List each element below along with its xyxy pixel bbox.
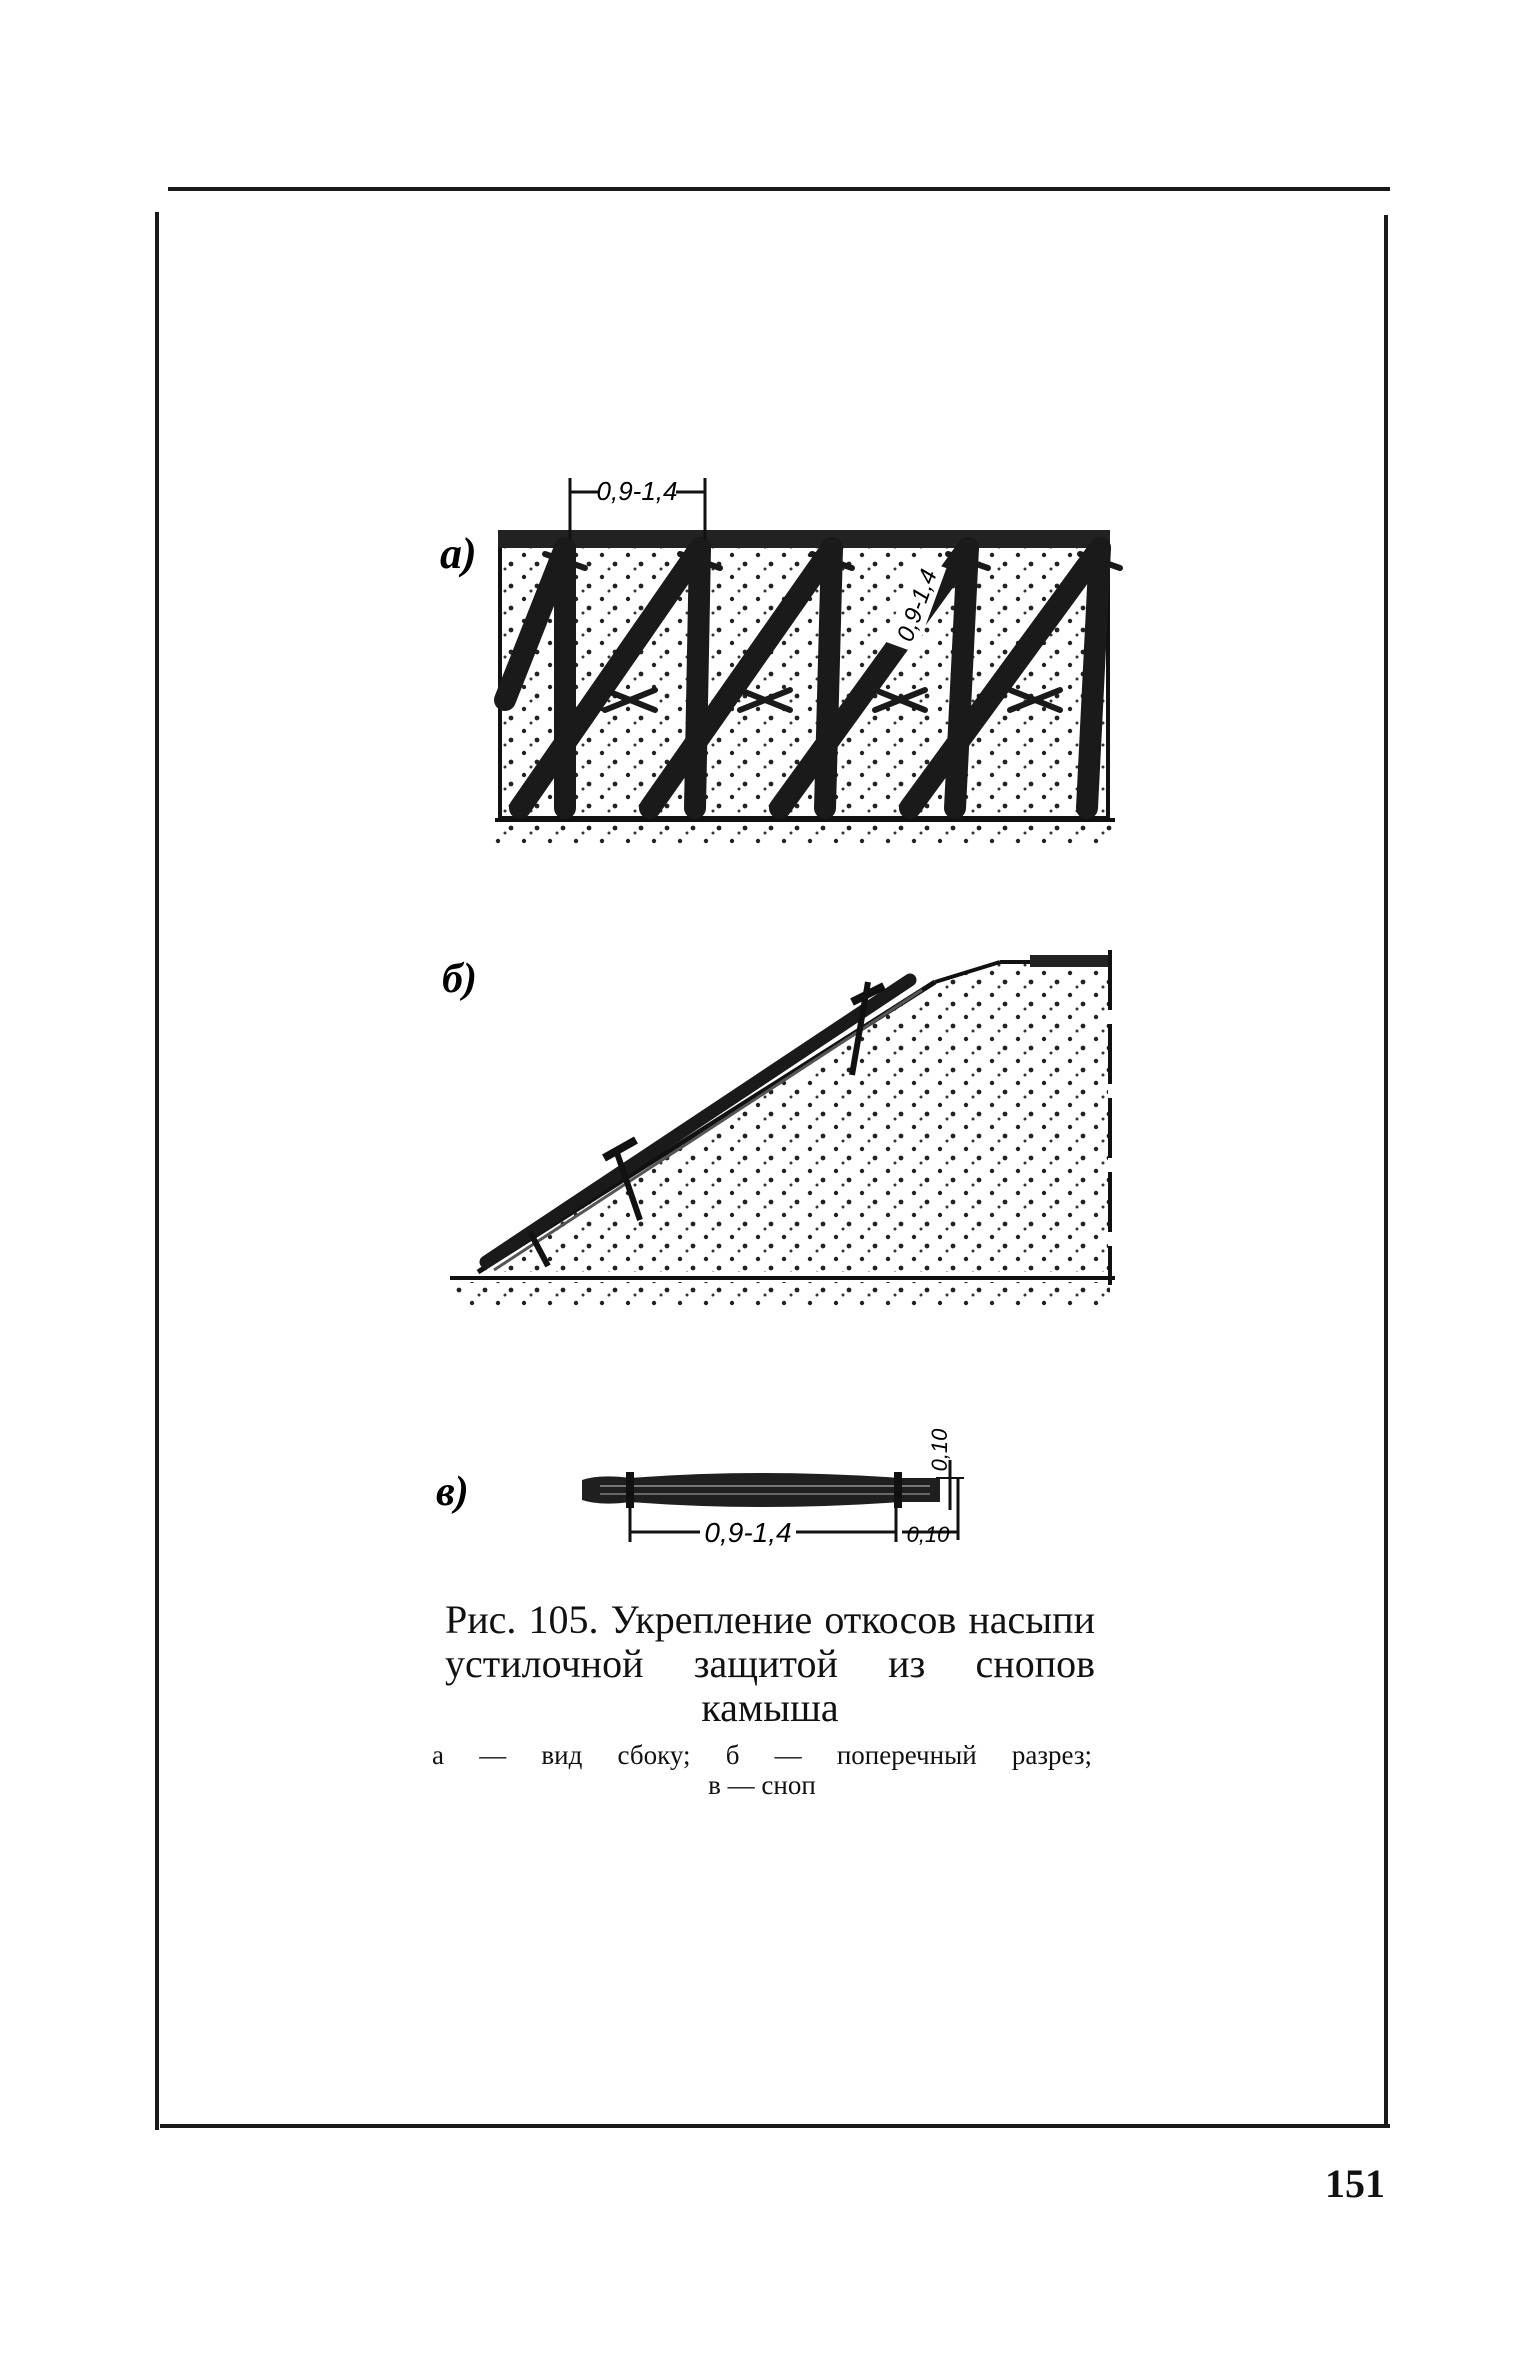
diameter-label: 0,10 — [927, 1428, 952, 1472]
dimension-a-label: 0,9-1,4 — [596, 476, 678, 506]
page-number: 151 — [1325, 2161, 1385, 2206]
caption-line-2: устилочной защитой из снопов — [445, 1641, 1095, 1686]
section-ground-soil — [455, 1282, 1110, 1306]
caption-line-3: камыша — [701, 1685, 839, 1730]
panel-a-label: а) — [440, 529, 477, 578]
sheaf-tie — [626, 1472, 634, 1508]
figure-legend — [432, 1740, 1092, 1800]
sheaf-body — [582, 1473, 940, 1507]
ground-soil — [495, 824, 1115, 846]
end-width-label: 0,10 — [906, 1522, 950, 1547]
crest-bundle — [1030, 955, 1108, 967]
caption-line-1: Рис. 105. Укрепление откосов насыпи — [445, 1597, 1095, 1642]
panel-b-label: б) — [442, 956, 477, 1002]
length-label: 0,9-1,4 — [704, 1517, 792, 1548]
panel-c — [436, 1428, 964, 1548]
embankment-section — [478, 962, 1108, 1272]
top-bundle — [498, 530, 1110, 548]
figure-caption — [445, 1598, 1095, 1730]
legend-line-2: в — сноп — [708, 1770, 816, 1800]
panel-c-label: в) — [436, 1469, 469, 1515]
panel-a — [440, 476, 1120, 846]
legend-line-1: а — вид сбоку; б — поперечный разрез; — [432, 1740, 1092, 1770]
sheaf-tie — [894, 1472, 902, 1508]
panel-b — [442, 950, 1115, 1306]
slant-dimension-label: 0,9-1,4 — [891, 565, 943, 646]
